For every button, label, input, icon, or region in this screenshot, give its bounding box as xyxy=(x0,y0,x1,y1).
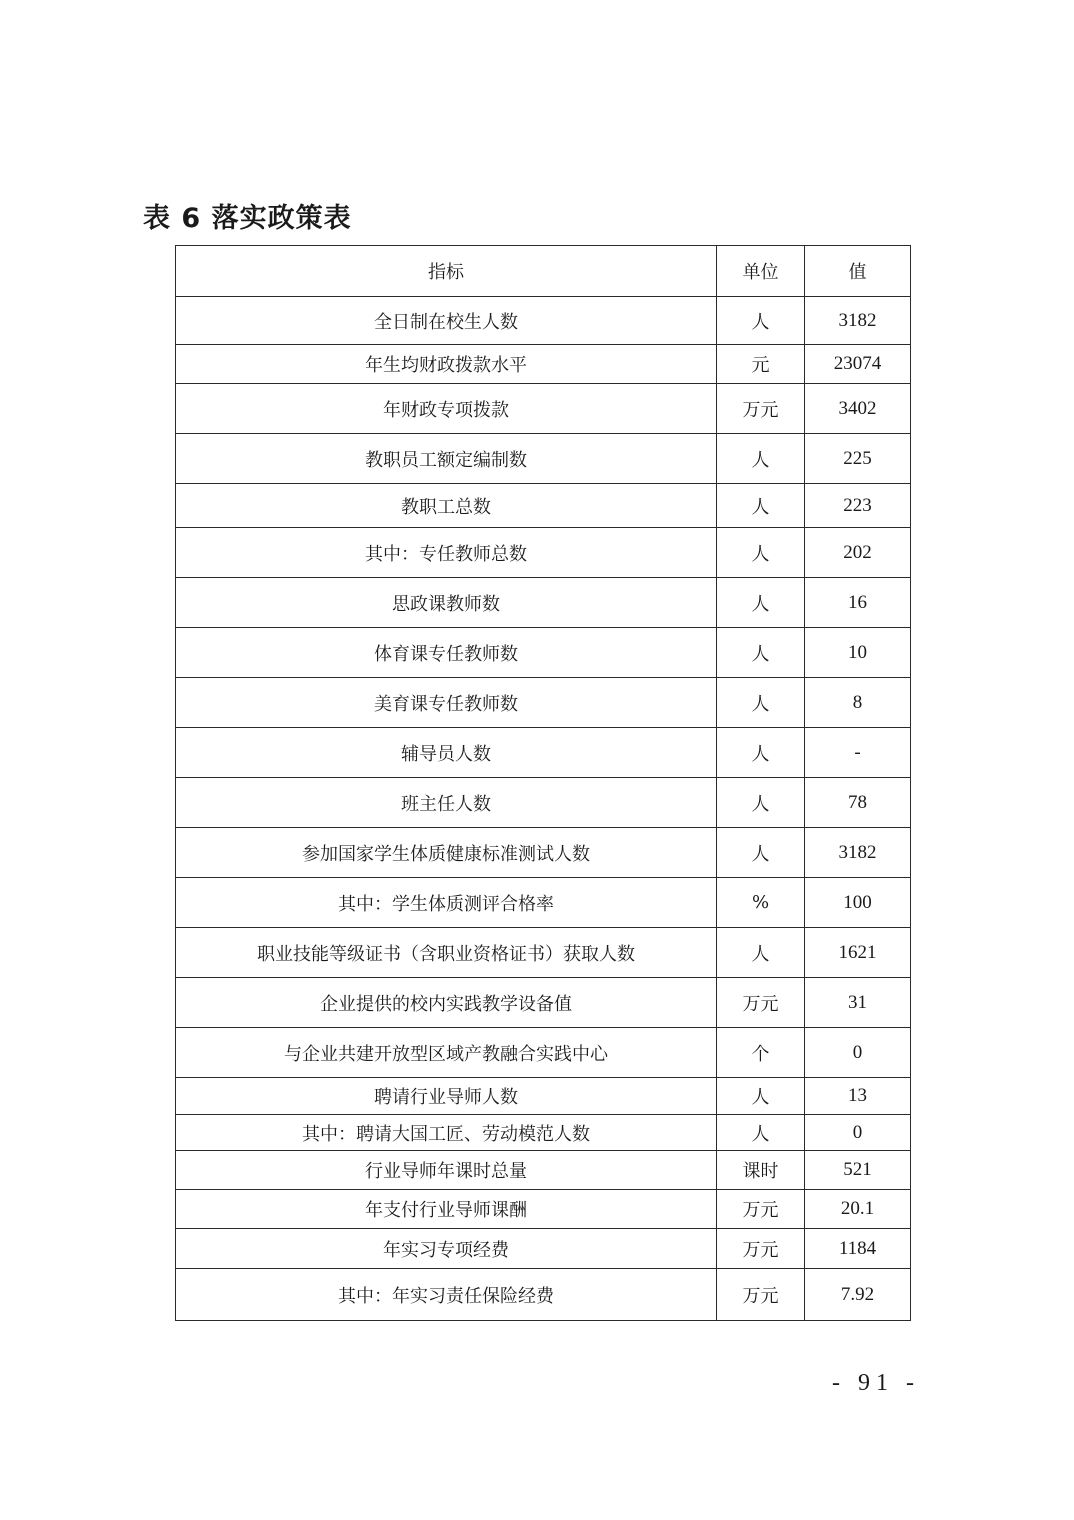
unit-cell: 万元 xyxy=(717,1190,805,1229)
indicator-cell: 全日制在校生人数 xyxy=(176,297,717,345)
value-cell: 225 xyxy=(805,434,911,484)
value-cell: 3182 xyxy=(805,828,911,878)
unit-cell: 人 xyxy=(717,928,805,978)
table-row xyxy=(176,828,911,878)
indicator-cell: 参加国家学生体质健康标准测试人数 xyxy=(176,828,717,878)
table-row xyxy=(176,1028,911,1078)
header-value: 值 xyxy=(805,246,911,297)
value-cell: 23074 xyxy=(805,345,911,384)
value-cell: 202 xyxy=(805,528,911,578)
unit-cell: % xyxy=(717,878,805,928)
value-cell: 0 xyxy=(805,1115,911,1151)
value-cell: 8 xyxy=(805,678,911,728)
unit-cell: 人 xyxy=(717,628,805,678)
value-cell: 0 xyxy=(805,1028,911,1078)
value-cell: 223 xyxy=(805,484,911,528)
value-cell: 1621 xyxy=(805,928,911,978)
table-row xyxy=(176,628,911,678)
table-row xyxy=(176,778,911,828)
indicator-cell: 年支付行业导师课酬 xyxy=(176,1190,717,1229)
indicator-cell: 行业导师年课时总量 xyxy=(176,1151,717,1190)
table-row xyxy=(176,728,911,778)
table-row xyxy=(176,1151,911,1190)
unit-cell: 人 xyxy=(717,1078,805,1115)
indicator-cell: 其中：聘请大国工匠、劳动模范人数 xyxy=(176,1115,717,1151)
table-row xyxy=(176,1190,911,1229)
indicator-cell: 辅导员人数 xyxy=(176,728,717,778)
indicator-cell: 企业提供的校内实践教学设备值 xyxy=(176,978,717,1028)
value-cell: - xyxy=(805,728,911,778)
table-row xyxy=(176,1115,911,1151)
unit-cell: 人 xyxy=(717,434,805,484)
unit-cell: 人 xyxy=(717,778,805,828)
unit-cell: 人 xyxy=(717,728,805,778)
header-unit: 单位 xyxy=(717,246,805,297)
table-row xyxy=(176,484,911,528)
unit-cell: 万元 xyxy=(717,978,805,1028)
indicator-cell: 年实习专项经费 xyxy=(176,1229,717,1269)
value-cell: 3402 xyxy=(805,384,911,434)
value-cell: 31 xyxy=(805,978,911,1028)
unit-cell: 人 xyxy=(717,578,805,628)
table-title: 表 6 落实政策表 xyxy=(143,203,352,234)
table-row xyxy=(176,1229,911,1269)
table-row xyxy=(176,384,911,434)
policy-table xyxy=(175,245,911,1321)
indicator-cell: 其中：年实习责任保险经费 xyxy=(176,1269,717,1321)
unit-cell: 人 xyxy=(717,1115,805,1151)
unit-cell: 人 xyxy=(717,484,805,528)
value-cell: 1184 xyxy=(805,1229,911,1269)
unit-cell: 万元 xyxy=(717,1269,805,1321)
unit-cell: 人 xyxy=(717,528,805,578)
indicator-cell: 班主任人数 xyxy=(176,778,717,828)
unit-cell: 万元 xyxy=(717,384,805,434)
value-cell: 10 xyxy=(805,628,911,678)
value-cell: 3182 xyxy=(805,297,911,345)
table-row xyxy=(176,878,911,928)
value-cell: 20.1 xyxy=(805,1190,911,1229)
table-row xyxy=(176,578,911,628)
unit-cell: 人 xyxy=(717,297,805,345)
unit-cell: 个 xyxy=(717,1028,805,1078)
indicator-cell: 教职工总数 xyxy=(176,484,717,528)
value-cell: 7.92 xyxy=(805,1269,911,1321)
value-cell: 521 xyxy=(805,1151,911,1190)
indicator-cell: 美育课专任教师数 xyxy=(176,678,717,728)
indicator-cell: 体育课专任教师数 xyxy=(176,628,717,678)
table-row xyxy=(176,978,911,1028)
table-row xyxy=(176,1269,911,1321)
table-row xyxy=(176,528,911,578)
indicator-cell: 年生均财政拨款水平 xyxy=(176,345,717,384)
value-cell: 16 xyxy=(805,578,911,628)
table-row xyxy=(176,678,911,728)
indicator-cell: 年财政专项拨款 xyxy=(176,384,717,434)
indicator-cell: 聘请行业导师人数 xyxy=(176,1078,717,1115)
indicator-cell: 与企业共建开放型区域产教融合实践中心 xyxy=(176,1028,717,1078)
unit-cell: 人 xyxy=(717,828,805,878)
table-header-row xyxy=(176,246,911,297)
table-row xyxy=(176,928,911,978)
value-cell: 78 xyxy=(805,778,911,828)
unit-cell: 元 xyxy=(717,345,805,384)
value-cell: 13 xyxy=(805,1078,911,1115)
table-row xyxy=(176,297,911,345)
unit-cell: 人 xyxy=(717,678,805,728)
unit-cell: 课时 xyxy=(717,1151,805,1190)
value-cell: 100 xyxy=(805,878,911,928)
indicator-cell: 教职员工额定编制数 xyxy=(176,434,717,484)
table-row xyxy=(176,434,911,484)
indicator-cell: 其中：学生体质测评合格率 xyxy=(176,878,717,928)
table-row xyxy=(176,1078,911,1115)
table-row xyxy=(176,345,911,384)
unit-cell: 万元 xyxy=(717,1229,805,1269)
indicator-cell: 思政课教师数 xyxy=(176,578,717,628)
header-indicator: 指标 xyxy=(176,246,717,297)
page-number: - 91 - xyxy=(832,1370,920,1396)
indicator-cell: 职业技能等级证书（含职业资格证书）获取人数 xyxy=(176,928,717,978)
indicator-cell: 其中：专任教师总数 xyxy=(176,528,717,578)
